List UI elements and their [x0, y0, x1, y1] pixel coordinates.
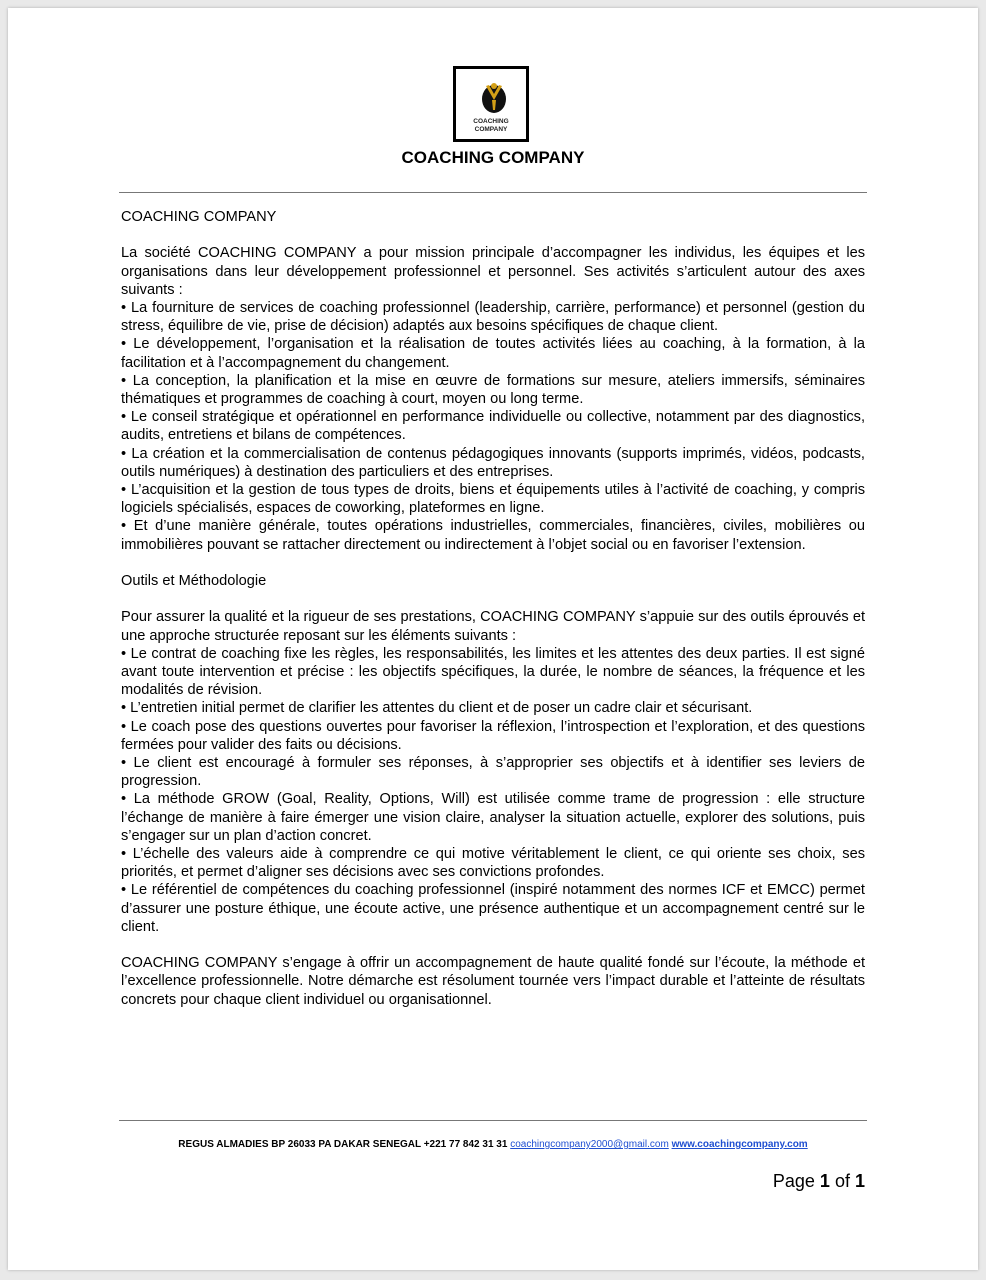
- section-heading: Outils et Méthodologie: [121, 573, 267, 590]
- website-link[interactable]: www.coachingcompany.com: [671, 1139, 808, 1150]
- closing-paragraph: COACHING COMPANY s’engage à offrir un accompagnement de haute qualité fondé sur l’écoute, la méthode et l’excellence professionnelle. Notre démarche est résolument tournée vers l’impact durable et l’atteinte de résultats concrets pour chaque client individuel ou organisationnel.: [121, 955, 865, 1008]
- bullet-item: • La fourniture de services de coaching professionnel (leadership, carrière, performance) et personnel (gestion du stress, équilibre de vie, prise de décision) adaptés aux besoins spécifiques de chaque client.: [121, 300, 865, 335]
- header-divider: [119, 192, 867, 193]
- bullet-item: • Le développement, l’organisation et la réalisation de toutes activités liées au coaching, à la formation, à la facilitation et à l’accompagnement du changement.: [121, 336, 865, 371]
- bullet-item: • La méthode GROW (Goal, Reality, Options, Will) est utilisée comme trame de progression : elle structure l’échange de manière à faire émerger une vision claire, analyser la situation actuelle, explorer des solutions, puis s’engager sur un plan d’action concret.: [121, 791, 865, 844]
- bullet-item: • Le client est encouragé à formuler ses réponses, à s’approprier ses objectifs et à identifier ses leviers de progression.: [121, 755, 865, 790]
- bullet-item: • Le contrat de coaching fixe les règles, les responsabilités, les limites et les attentes des deux parties. Il est signé avant toute intervention et précise : les objectifs spécifiques, la durée, le nombre de séances, la fréquence et les modalités de révision.: [121, 645, 865, 699]
- section-heading: COACHING COMPANY: [121, 209, 277, 225]
- bullet-item: • Le référentiel de compétences du coaching professionnel (inspiré notamment des normes ICF et EMCC) permet d’assurer une posture éthique, une écoute active, une présence authentique et un accompagnement centré sur le client.: [121, 882, 865, 935]
- bullet-item: • L’échelle des valeurs aide à comprendre ce qui motive véritablement le client, ce qui oriente ses choix, ses priorités, et permet d’aligner ses décisions avec ses convictions profondes.: [121, 846, 865, 881]
- paragraph: Pour assurer la qualité et la rigueur de ses prestations, COACHING COMPANY s’appuie sur des outils éprouvés et une approche structurée reposant sur les éléments suivants :: [121, 609, 865, 644]
- page-of: of: [834, 1171, 850, 1191]
- page-prefix: Page: [772, 1171, 815, 1191]
- bullet-item: • Le coach pose des questions ouvertes pour favoriser la réflexion, l’introspection et l’exploration, et des questions fermées pour valider des faits ou décisions.: [121, 718, 865, 753]
- paragraph: La société COACHING COMPANY a pour mission principale d’accompagner les individus, les équipes et les organisations dans leur développement professionnel et personnel. Ses activités s’articulent autour des axes suivants :: [121, 245, 865, 298]
- page-current: 1: [819, 1171, 830, 1191]
- bullet-item: • Et d’une manière générale, toutes opérations industrielles, commerciales, financières, civiles, mobilières ou immobilières pouvant se rattacher directement ou indirectement à l’objet social ou en favoriser l’extension.: [121, 518, 865, 553]
- email-link[interactable]: coachingcompany2000@gmail.com: [510, 1139, 669, 1150]
- bullet-item: • Le conseil stratégique et opérationnel en performance individuelle ou collective, notamment par des diagnostics, audits, entretiens et bilans de compétences.: [121, 409, 865, 444]
- logo-text: [456, 118, 526, 134]
- page-total: 1: [854, 1171, 865, 1191]
- footer: [8, 1139, 978, 1150]
- bullet-item: • La conception, la planification et la mise en œuvre de formations sur mesure, ateliers immersifs, séminaires thématiques et programmes de coaching à court, moyen ou long terme.: [121, 372, 865, 408]
- logo-line-2: COMPANY: [474, 126, 508, 133]
- footer-address: REGUS ALMADIES BP 26033 PA DAKAR SENEGAL +221 77 842 31 31: [178, 1139, 508, 1150]
- coach-figure-icon: [481, 80, 507, 114]
- bullet-item: • La création et la commercialisation de contenus pédagogiques innovants (supports imprimés, vidéos, podcasts, outils numériques) à destination des particuliers et des entreprises.: [121, 445, 865, 480]
- footer-divider: [119, 1120, 867, 1121]
- document-page: [8, 8, 978, 1270]
- document-title: COACHING COMPANY: [401, 148, 585, 167]
- logo-line-1: COACHING: [473, 118, 509, 125]
- bullet-item: • L’entretien initial permet de clarifier les attentes du client et de poser un cadre clair et sécurisant.: [121, 700, 753, 717]
- page-number: [773, 1171, 865, 1192]
- document-body: [121, 208, 865, 1009]
- bullet-item: • L’acquisition et la gestion de tous types de droits, biens et équipements utiles à l’activité de coaching, y compris logiciels spécialisés, espaces de coworking, plateformes en ligne.: [121, 482, 865, 517]
- company-logo: [453, 66, 529, 142]
